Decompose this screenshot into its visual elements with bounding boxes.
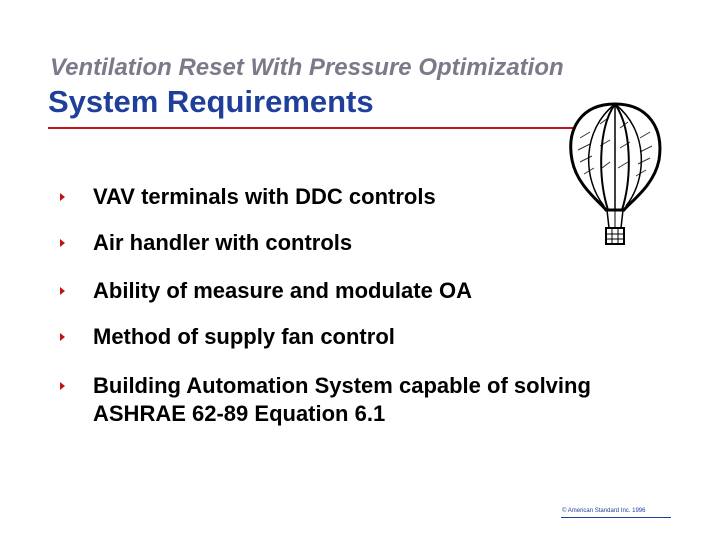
copyright-underline (561, 517, 671, 518)
bullet-marker-icon (60, 239, 65, 247)
bullet-marker-icon (60, 287, 65, 295)
copyright-notice: © American Standard Inc. 1996 (562, 508, 646, 514)
bullet-marker-icon (60, 333, 65, 341)
slide-title: System Requirements (48, 84, 374, 119)
bullet-marker-icon (60, 382, 65, 390)
slide-subtitle: Ventilation Reset With Pressure Optimization (50, 54, 564, 81)
bullet-text: Ability of measure and modulate OA (93, 278, 472, 303)
bullet-marker-icon (60, 193, 65, 201)
bullet-text: Air handler with controls (93, 230, 353, 255)
bullet-text: Method of supply fan control (93, 324, 395, 349)
bullet-text: Building Automation System capable of solving ASHRAE 62-89 Equation 6.1 (93, 373, 591, 426)
bullet-text: VAV terminals with DDC controls (93, 184, 436, 209)
